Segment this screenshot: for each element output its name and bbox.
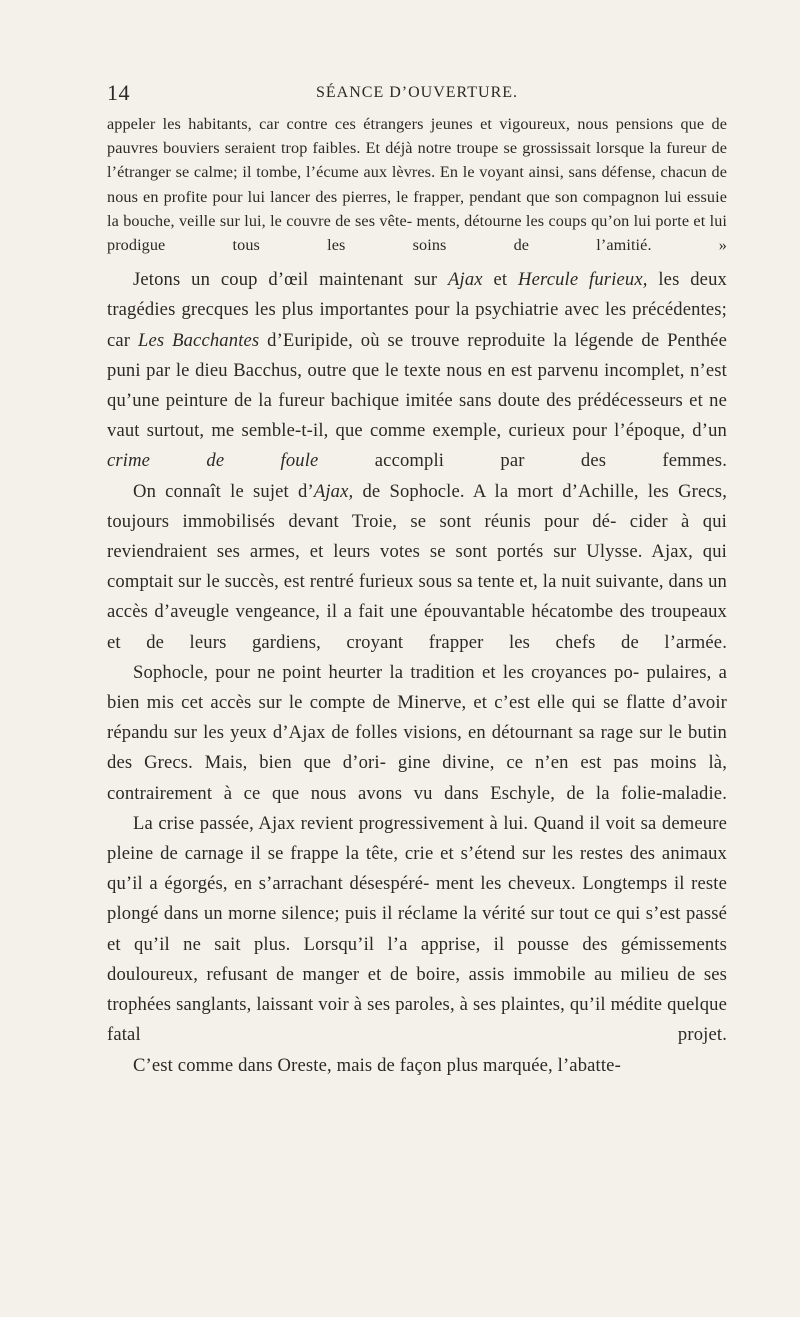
quoted-paragraph: appeler les habitants, car contre ces étrangers jeunes et vigoureux, nous pensions que de pauvres bouviers seraient trop faibles. Et déjà notre troupe se grossissait lorsque la fureur de l’étranger se calme; il tombe, l’écume aux lèvres. En le voyant ainsi, sans défense, chacun de nous en profite pour lui lancer des pierres, le frapper, pendant que son compagnon lui essuie la bouche, veille sur lui, le couvre de ses vête- ments, détourne les coups qu’on lui porte et lui prodigue tous les soins de l’amitié. » xyxy=(107,115,727,255)
paragraph-2 xyxy=(107,477,727,658)
paragraph-5: C’est comme dans Oreste, mais de façon plus marquée, l’abatte- xyxy=(133,1054,621,1076)
paragraph-1-text-c: les deux tragédies grecques les plus importantes pour la psychiatrie avec les précédentes; car xyxy=(107,269,727,351)
paragraph-2-title-ajax: Ajax, xyxy=(313,480,354,502)
paragraph-1-title-ajax: Ajax xyxy=(448,269,483,291)
paragraph-1-emphasis-crime: crime de foule xyxy=(107,450,319,472)
running-title: SÉANCE D’OUVERTURE. xyxy=(315,84,519,101)
paragraph-1-text-b: et xyxy=(482,269,519,291)
paragraph-1 xyxy=(107,265,727,476)
body-text xyxy=(107,112,727,1081)
paragraph-3: Sophocle, pour ne point heurter la tradition et les croyances po- pulaires, a bien mis cet accès sur le compte de Minerve, et c’est elle qui se flatte d’avoir répandu sur les yeux d’Ajax de folles visions, en détournant sa rage sur le butin des Grecs. Mais, bien que d’ori- gine divine, ce n’en est pas moins là, contrairement à ce que nous avons vu dans Eschyle, de la folie-maladie. xyxy=(107,661,727,804)
paragraph-4: La crise passée, Ajax revient progressivement à lui. Quand il voit sa demeure pleine de carnage il se frappe la tête, crie et s’étend sur les restes des animaux qu’il a égorgés, en s’arrachant désespéré- ment les cheveux. Longtemps il reste plongé dans un morne silence; puis il réclame la vérité sur tout ce qui s’est passé et qu’il ne sait plus. Lorsqu’il l’a apprise, il pousse des gémissements douloureux, refusant de manger et de boire, assis immobile au milieu de ses trophées sanglants, laissant voir à ses paroles, à ses plaintes, qu’il médite quelque fatal projet. xyxy=(107,812,727,1046)
paragraph-1-title-bacchantes: Les Bacchantes xyxy=(137,329,260,351)
paragraph-1-text-d: d’Euripide, où se trouve reproduite la légende de Penthée puni par le dieu Bacchus, outre que le texte nous en est parvenu incomplet, n’est qu’une peinture de la fureur bachique imitée sans doute des prédécesseurs et ne vaut surtout, me semble-t-il, que comme exemple, curieux pour l’époque, d’un xyxy=(107,329,727,442)
paragraph-1-title-hercule: Hercule furieux, xyxy=(518,269,648,291)
page-number: 14 xyxy=(107,80,130,105)
paragraph-1-text-a: Jetons un coup d’œil maintenant sur xyxy=(133,269,449,291)
paragraph-2-text-a: On connaît le sujet d’ xyxy=(133,480,314,502)
page-header xyxy=(107,80,727,110)
paragraph-1-text-e: accompli par des femmes. xyxy=(318,450,727,472)
paragraph-2-text-b: de Sophocle. A la mort d’Achille, les Grecs, toujours immobilisés devant Troie, se sont réunis pour dé- cider à qui reviendraient ses armes, et leurs votes se sont portés sur Ulysse. Ajax, qui comptait sur le succès, est rentré furieux sous sa tente et, la nuit suivante, dans un accès d’aveugle vengeance, il a fait une épouvantable hécatombe des troupeaux et de leurs gardiens, croyant frapper les chefs de l’armée. xyxy=(107,480,727,653)
